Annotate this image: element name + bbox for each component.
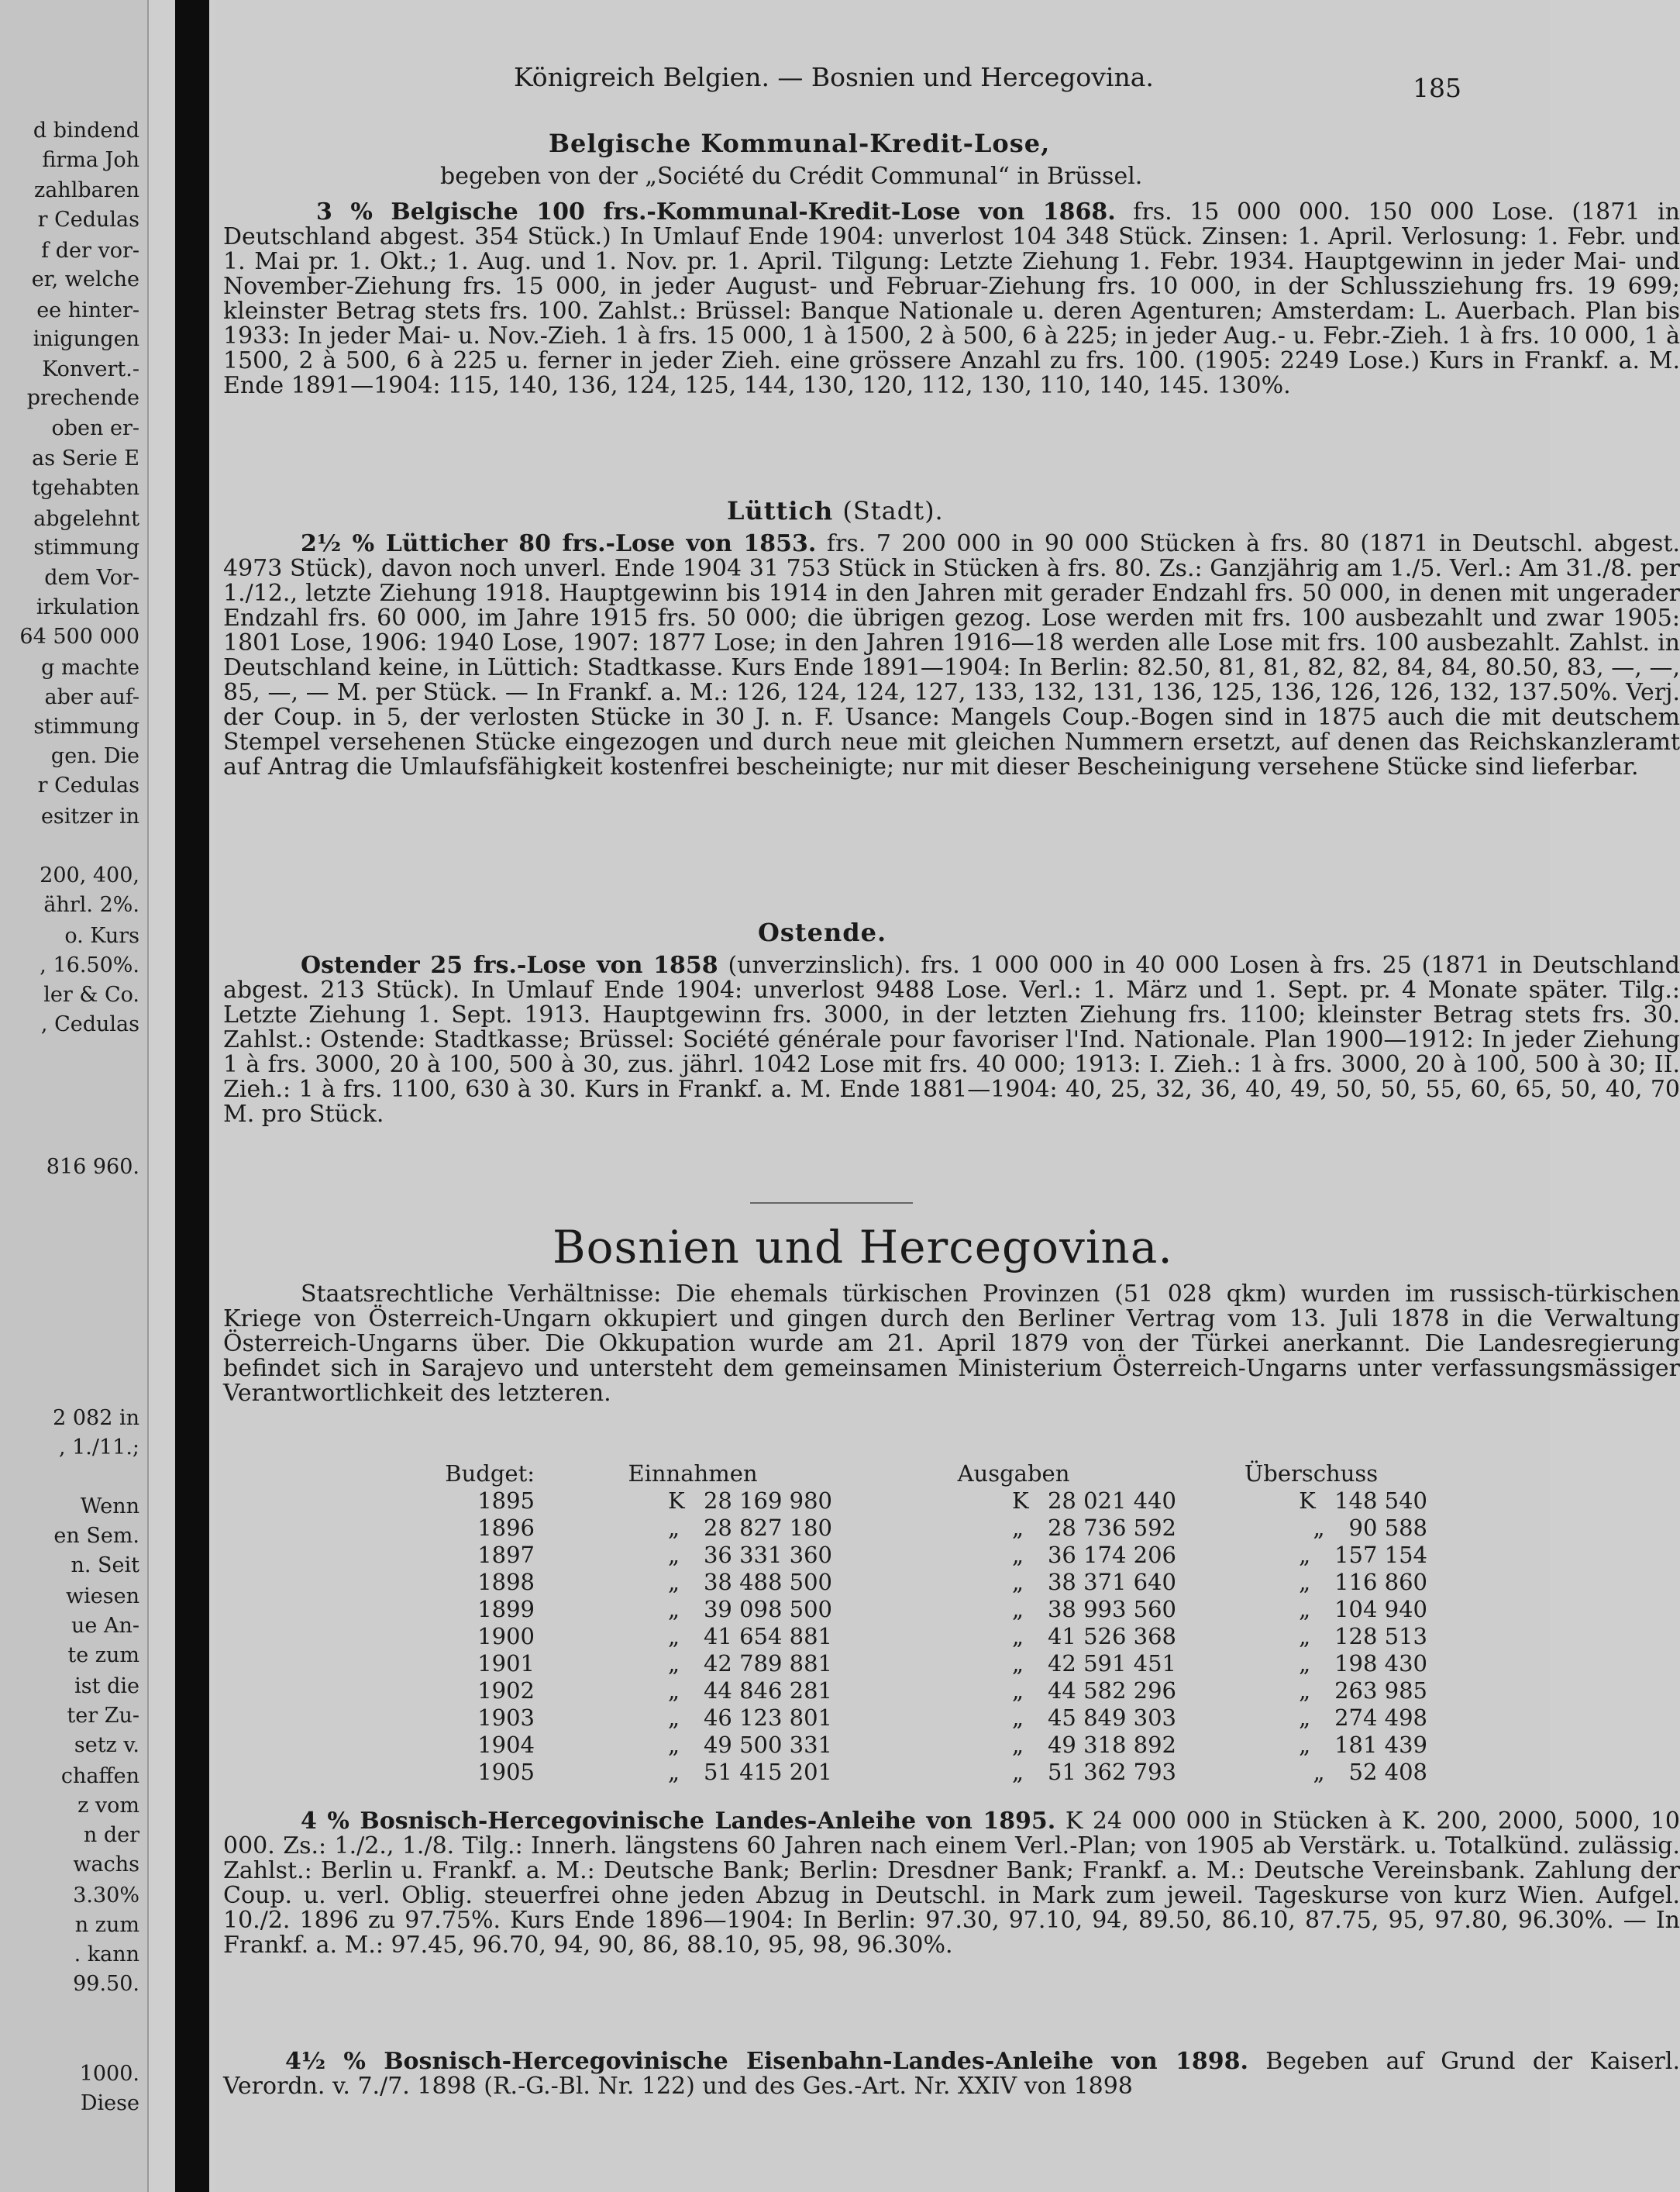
budget-ausgaben: 49 318 892 [1047,1732,1176,1758]
budget-einnahmen-cell [544,1677,842,1704]
margin-fragment: te zum [67,1643,139,1667]
budget-year: 1895 [477,1487,535,1514]
budget-row [370,1515,1437,1542]
margin-fragment: n der [83,1823,139,1847]
budget-year: 1905 [477,1759,535,1785]
margin-fragment: o. Kurs [64,924,139,948]
budget-year: 1902 [477,1677,535,1704]
budget-ausgaben: 28 021 440 [1047,1487,1176,1514]
margin-fragment: 99.50. [73,1972,139,1996]
budget-year: 1899 [477,1596,535,1622]
margin-fragment: zahlbaren [33,178,139,202]
budget-row [370,1542,1437,1569]
currency-mark: „ [1011,1596,1024,1622]
budget-row [370,1677,1437,1704]
currency-mark: K [667,1487,685,1514]
margin-fragment: 1000. [79,2062,139,2086]
margin-fragment: stimmung [33,715,139,739]
bosnien-title: Bosnien und Hercegovina. [553,1221,1173,1273]
margin-fragment: en Sem. [53,1524,139,1548]
luettich-heading-suffix: (Stadt). [842,496,944,526]
adjacent-page-strip [0,0,149,2192]
budget-einnahmen: 41 654 881 [703,1623,832,1649]
anleihe-1898-paragraph [223,2049,1680,2099]
currency-mark: „ [1299,1596,1311,1622]
anleihe-1895-lead: 4 % Bosnisch-Hercegovinische Landes-Anleihe von 1895. [301,1808,1056,1835]
budget-header: Überschuss [1244,1460,1379,1487]
margin-fragment: Konvert.- [42,357,139,381]
margin-fragment: ter Zu- [67,1704,139,1728]
luettich-heading-name: Lüttich [727,496,834,526]
belgium-subheading: begeben von der „Société du Crédit Communal“ in Brüssel. [440,163,1143,190]
margin-fragment: ist die [74,1674,139,1698]
budget-row [370,1732,1437,1759]
currency-mark: „ [1299,1542,1311,1568]
currency-mark: „ [667,1623,680,1649]
budget-ueberschuss-cell [1186,1542,1437,1569]
budget-ausgaben-cell [842,1596,1186,1623]
budget-ausgaben-cell [842,1650,1186,1677]
currency-mark: K [1011,1487,1029,1514]
budget-row [370,1487,1437,1515]
margin-fragment: stimmung [33,536,139,560]
margin-fragment: wachs [73,1853,139,1877]
budget-einnahmen: 28 169 980 [703,1487,832,1514]
budget-ueberschuss-cell [1186,1732,1437,1759]
budget-ueberschuss-cell [1186,1759,1437,1786]
margin-fragment: esitzer in [40,805,139,829]
budget-ueberschuss: 104 940 [1334,1596,1427,1622]
budget-einnahmen: 42 789 881 [703,1650,832,1677]
currency-mark: „ [1011,1650,1024,1677]
margin-fragment: as Serie E [32,446,139,470]
budget-ueberschuss-cell [1186,1569,1437,1596]
ostende-paragraph [223,953,1680,1127]
luettich-paragraph [223,532,1680,780]
currency-mark: „ [667,1732,680,1758]
margin-fragment: chaffen [60,1764,139,1788]
budget-ueberschuss-cell [1186,1677,1437,1704]
budget-ausgaben: 42 591 451 [1047,1650,1176,1677]
budget-ausgaben: 45 849 303 [1047,1704,1176,1731]
budget-ueberschuss: 128 513 [1334,1623,1427,1649]
budget-ueberschuss: 116 860 [1334,1569,1427,1595]
anleihe-1898-lead: 4½ % Bosnisch-Hercegovinische Eisenbahn-Landes-Anleihe von 1898. [285,2048,1248,2075]
running-header: Königreich Belgien. — Bosnien und Hercegovina. [514,62,1154,92]
budget-ausgaben-cell [842,1569,1186,1596]
section-divider [750,1202,913,1204]
ostende-text: (unverzinslich). frs. 1 000 000 in 40 000 Losen à frs. 25 (1871 in Deutschland abgest. 213 Stück). In Umlauf Ende 1904: unverlost 9488 Lose. Verl.: 1. März und 1. Sept. pr. 4 Monate später. Tilg.: Letzte Ziehung 1. Sept. 1913. Hauptgewinn frs. 3000, in der letzten Ziehung frs. 1100; kleinster Betrag stets frs. 30. Zahlst.: Ostende: Stadtkasse; Brüssel: Société générale pour favoriser l'Ind. Nationale. Plan 1900—1912: In jeder Ziehung 1 à frs. 3000, 20 à 100, 500 à 30, zus. jährl. 1042 Lose mit frs. 40 000; 1913: I. Zieh.: 1 à frs. 3000, 20 à 100, 500 à 30; II. Zieh.: 1 à frs. 1100, 630 à 30. Kurs in Frankf. a. M. Ende 1881—1904: 40, 25, 32, 36, 40, 49, 50, 50, 55, 60, 65, 50, 40, 70 M. pro Stück. [223,952,1680,1128]
budget-year: 1901 [477,1650,535,1677]
budget-ausgaben: 28 736 592 [1047,1515,1176,1541]
budget-row [370,1623,1437,1650]
currency-mark: „ [667,1569,680,1595]
budget-einnahmen: 51 415 201 [703,1759,832,1785]
budget-ueberschuss: 198 430 [1334,1650,1427,1677]
margin-fragment: er, welche [31,267,139,291]
budget-ueberschuss-cell [1186,1515,1437,1542]
margin-fragment: g machte [41,656,139,680]
currency-mark: „ [1299,1569,1311,1595]
budget-year: 1900 [477,1623,535,1649]
luettich-lead: 2½ % Lütticher 80 frs.-Lose von 1853. [301,530,817,557]
bosnien-intro: Staatsrechtliche Verhältnisse: Die ehemals türkischen Provinzen (51 028 qkm) wurden im russisch-türkischen Kriege von Österreich-Ungarn okkupiert und gingen durch den Berliner Vertrag vom 13. Juli 1878 in die Verwaltung Österreich-Ungarns über. Die Okkupation wurde am 21. April 1879 von der Türkei anerkannt. Die Landesregierung befindet sich in Sarajevo und untersteht dem gemeinsamen Ministerium Österreich-Ungarns unter verfassungsmässiger Verantwortlichkeit des letzteren. [223,1280,1680,1407]
budget-ausgaben-cell [842,1704,1186,1732]
currency-mark: „ [1299,1623,1311,1649]
budget-ueberschuss: 157 154 [1334,1542,1427,1568]
margin-fragment: d bindend [33,119,139,143]
margin-fragment: n zum [74,1913,139,1937]
budget-ueberschuss: 274 498 [1334,1704,1427,1731]
budget-year: 1898 [477,1569,535,1595]
margin-fragment: , 1./11.; [58,1435,139,1460]
budget-year: 1896 [477,1515,535,1541]
currency-mark: „ [1313,1515,1325,1541]
budget-einnahmen: 44 846 281 [703,1677,832,1704]
budget-row [370,1650,1437,1677]
margin-fragment: setz v. [74,1733,139,1757]
margin-fragment: oben er- [51,416,139,440]
margin-fragment: 64 500 000 [19,625,139,649]
currency-mark: „ [1313,1759,1325,1785]
margin-fragment: n. Seit [71,1553,139,1577]
margin-fragment: wiesen [66,1584,139,1608]
margin-fragment: irkulation [36,595,139,619]
budget-ausgaben: 36 174 206 [1047,1542,1176,1568]
luettich-text: frs. 7 200 000 in 90 000 Stücken à frs. 80 (1871 in Deutschl. abgest. 4973 Stück), davon noch unverl. Ende 1904 31 753 Stück in Stücken à frs. 80. Zs.: Ganzjährig am 1./5. Verl.: Am 31./8. per 1./12., letzte Ziehung 1918. Hauptgewinn bis 1914 in den Jahren mit gerader Endzahl frs. 50 000, in denen mit ungerader Endzahl frs. 60 000, im Jahre 1915 frs. 50 000; die übrigen gezog. Lose werden mit frs. 100 ausbezahlt und zwar 1905: 1801 Lose, 1906: 1940 Lose, 1907: 1877 Lose; in den Jahren 1916—18 werden alle Lose mit frs. 100 ausbezahlt. Zahlst. in Deutschland keine, in Lüttich: Stadtkasse. Kurs Ende 1891—1904: In Berlin: 82.50, 81, 81, 82, 82, 84, 84, 80.50, 83, —, —, 85, —, — M. per Stück. — In Frankf. a. M.: 126, 124, 124, 127, 133, 132, 131, 136, 125, 136, 126, 126, 132, 137.50%. Verj. der Coup. in 5, der verlosten Stücke in 30 J. n. F. Usance: Mangels Coup.-Bogen sind in 1875 auch die mit deutschem Stempel versehenen Stücke eingezogen und durch neue mit gleichen Nummern ersetzt, auf denen das Reichskanzleramt auf Antrag die Umlaufsfähigkeit kostenfrei bescheinigte; nur mit dieser Bescheinigung versehene Stücke sind lieferbar. [223,530,1680,781]
belgium-lead: 3 % Belgische 100 frs.-Kommunal-Kredit-Lose von 1868. [316,198,1116,226]
margin-fragment: ährl. 2%. [43,893,139,917]
anleihe-1895-text: K 24 000 000 in Stücken à K. 200, 2000, 5000, 10 000. Zs.: 1./2., 1./8. Tilg.: Innerh. längstens 60 Jahren nach einem Verl.-Plan; von 1905 ab Verstärk. u. Totalkünd. zulässig. Zahlst.: Berlin u. Frankf. a. M.: Deutsche Bank; Berlin: Dresdner Bank; Frankf. a. M.: Deutsche Vereinsbank. Zahlung der Coup. u. verl. Oblig. steuerfrei ohne jeden Abzug in Deutschl. in Mark zum jeweil. Tageskurse von kurz Wien. Aufgel. 10./2. 1896 zu 97.75%. Kurs Ende 1896—1904: In Berlin: 97.30, 97.10, 94, 89.50, 86.10, 87.75, 95, 97.80, 96.30%. — In Frankf. a. M.: 97.45, 96.70, 94, 90, 86, 88.10, 95, 98, 96.30%. [223,1808,1680,1959]
budget-ueberschuss: 90 588 [1348,1515,1427,1541]
budget-ausgaben: 38 371 640 [1047,1569,1176,1595]
budget-year: 1904 [477,1732,535,1758]
budget-einnahmen: 38 488 500 [703,1569,832,1595]
currency-mark: „ [1011,1569,1024,1595]
margin-fragment: firma Joh [42,148,139,172]
budget-einnahmen-cell [544,1542,842,1569]
budget-einnahmen-cell [544,1623,842,1650]
budget-header: Budget: [445,1460,535,1487]
budget-einnahmen-cell [544,1704,842,1732]
margin-fragment: Diese [80,2091,139,2115]
currency-mark: „ [667,1596,680,1622]
currency-mark: „ [667,1677,680,1704]
currency-mark: „ [1299,1704,1311,1731]
budget-ausgaben-cell [842,1759,1186,1786]
margin-fragment: inigungen [33,327,139,351]
budget-einnahmen-cell [544,1759,842,1786]
budget-ausgaben-cell [842,1515,1186,1542]
belgium-paragraph [223,200,1680,398]
margin-fragment: 200, 400, [40,863,139,887]
budget-ueberschuss-cell [1186,1704,1437,1732]
budget-einnahmen: 39 098 500 [703,1596,832,1622]
margin-fragment: z vom [77,1794,139,1818]
page [215,0,1680,2192]
budget-ueberschuss: 181 439 [1334,1732,1427,1758]
margin-fragment: Wenn [80,1494,139,1518]
budget-row [370,1704,1437,1732]
currency-mark: „ [667,1704,680,1731]
margin-fragment: dem Vor- [44,566,139,590]
currency-mark: „ [1011,1677,1024,1704]
currency-mark: „ [1011,1515,1024,1541]
ostende-heading: Ostende. [758,918,887,947]
budget-ausgaben-cell [842,1623,1186,1650]
currency-mark: „ [1011,1732,1024,1758]
currency-mark: „ [667,1759,680,1785]
budget-einnahmen-cell [544,1596,842,1623]
margin-fragment: f der vor- [41,239,139,263]
budget-year: 1897 [477,1542,535,1568]
currency-mark: „ [1299,1732,1311,1758]
currency-mark: „ [667,1515,680,1541]
budget-einnahmen-cell [544,1569,842,1596]
budget-ueberschuss: 263 985 [1334,1677,1427,1704]
margin-fragment: prechende [26,386,139,410]
margin-fragment: , 16.50%. [40,953,139,977]
margin-fragment: r Cedulas [37,774,139,798]
budget-row [370,1759,1437,1786]
ostende-lead: Ostender 25 frs.-Lose von 1858 [301,952,718,979]
currency-mark: „ [1011,1704,1024,1731]
currency-mark: K [1299,1487,1316,1514]
budget-year: 1903 [477,1704,535,1731]
budget-einnahmen: 46 123 801 [703,1704,832,1731]
anleihe-1898-text: Begeben auf Grund der Kaiserl. Verordn. v. 7./7. 1898 (R.-G.-Bl. Nr. 122) und des Ges.-Art. Nr. XXIV von 1898 [223,2048,1680,2100]
margin-fragment: . kann [74,1942,139,1966]
budget-einnahmen-cell [544,1650,842,1677]
budget-header: Einnahmen [628,1460,758,1487]
belgium-text: frs. 15 000 000. 150 000 Lose. (1871 in Deutschland abgest. 354 Stück.) In Umlauf Ende 1904: unverlost 104 348 Stück. Zinsen: 1. April. Verlosung: 1. Febr. und 1. Mai pr. 1. Okt.; 1. Aug. und 1. Nov. pr. 1. April. Tilgung: Letzte Ziehung 1. Febr. 1934. Hauptgewinn in jeder Mai- und November-Ziehung frs. 15 000, in jeder August- und Februar-Ziehung frs. 10 000, in der Schlussziehung frs. 19 699; kleinster Betrag stets frs. 100. Zahlst.: Brüssel: Banque Nationale u. deren Agenturen; Amsterdam: L. Auerbach. Plan bis 1933: In jeder Mai- u. Nov.-Zieh. 1 à frs. 15 000, 1 à 1500, 2 à 500, 6 à 225; in jeder Aug.- u. Febr.-Zieh. 1 à frs. 10 000, 1 à 1500, 2 à 500, 6 à 225 u. ferner in jeder Zieh. eine grössere Anzahl zu frs. 100. (1905: 2249 Lose.) Kurs in Frankf. a. M. Ende 1891—1904: 115, 140, 136, 124, 125, 144, 130, 120, 112, 130, 110, 140, 145. 130%. [223,198,1680,399]
budget-einnahmen-cell [544,1732,842,1759]
currency-mark: „ [667,1650,680,1677]
currency-mark: „ [1011,1623,1024,1649]
margin-fragment: aber auf- [44,685,139,709]
budget-einnahmen: 49 500 331 [703,1732,832,1758]
margin-fragment: ee hinter- [36,298,139,322]
budget-ueberschuss-cell [1186,1650,1437,1677]
budget-ausgaben: 44 582 296 [1047,1677,1176,1704]
budget-row [370,1596,1437,1623]
margin-fragment: ler & Co. [43,983,139,1007]
budget-ausgaben: 38 993 560 [1047,1596,1176,1622]
luettich-heading [727,496,944,526]
page-number: 185 [1413,73,1461,103]
budget-header: Ausgaben [957,1460,1070,1487]
book-gutter [175,0,209,2192]
margin-fragment: tgehabten [31,476,139,500]
budget-ausgaben-cell [842,1677,1186,1704]
budget-ausgaben-cell [842,1732,1186,1759]
margin-fragment: 3.30% [73,1884,139,1908]
currency-mark: „ [1011,1542,1024,1568]
budget-ueberschuss-cell [1186,1596,1437,1623]
belgium-heading: Belgische Kommunal-Kredit-Lose, [549,129,1051,158]
budget-ueberschuss-cell [1186,1487,1437,1515]
margin-fragment: , Cedulas [40,1012,139,1036]
margin-fragment: r Cedulas [37,208,139,232]
anleihe-1895-paragraph [223,1809,1680,1958]
currency-mark: „ [1299,1650,1311,1677]
margin-fragment: 816 960. [46,1155,139,1179]
budget-ueberschuss-cell [1186,1623,1437,1650]
currency-mark: „ [1011,1759,1024,1785]
budget-header-row [370,1460,1437,1487]
budget-einnahmen: 36 331 360 [703,1542,832,1568]
budget-ueberschuss: 148 540 [1334,1487,1427,1514]
budget-ausgaben: 51 362 793 [1047,1759,1176,1785]
currency-mark: „ [667,1542,680,1568]
currency-mark: „ [1299,1677,1311,1704]
budget-einnahmen-cell [544,1487,842,1515]
budget-table [370,1460,1437,1786]
budget-row [370,1569,1437,1596]
budget-ausgaben-cell [842,1542,1186,1569]
margin-fragment: 2 082 in [53,1406,139,1430]
budget-ausgaben: 41 526 368 [1047,1623,1176,1649]
margin-fragment: ue An- [71,1614,139,1638]
budget-einnahmen: 28 827 180 [703,1515,832,1541]
budget-ueberschuss: 52 408 [1348,1759,1427,1785]
budget-einnahmen-cell [544,1515,842,1542]
margin-fragment: abgelehnt [33,507,139,531]
margin-fragment: gen. Die [50,744,139,768]
budget-ausgaben-cell [842,1487,1186,1515]
